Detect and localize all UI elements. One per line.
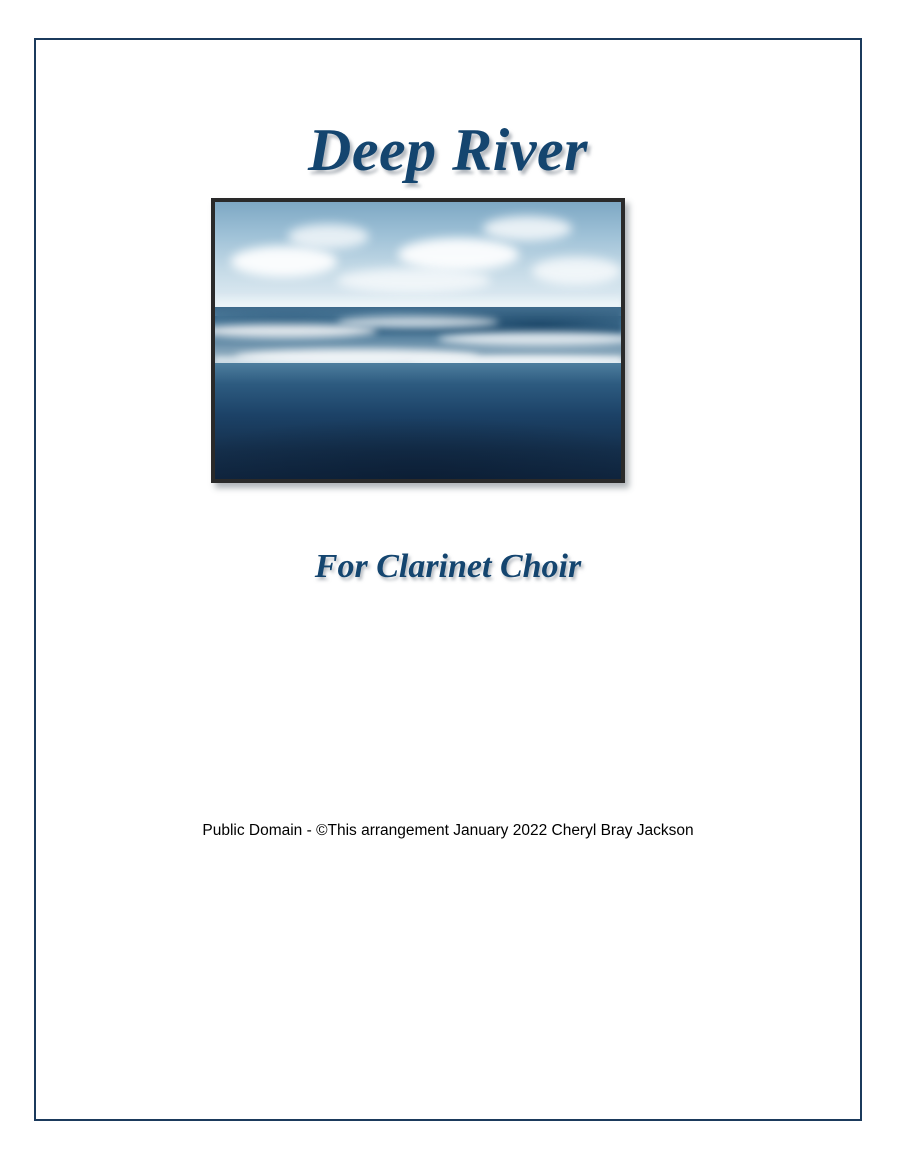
page-title: Deep River [308, 117, 588, 183]
cloud-icon [532, 257, 621, 285]
cloud-icon [288, 224, 369, 249]
copyright-credit-line: Public Domain - ©This arrangement January 2022 Cheryl Bray Jackson [202, 822, 694, 839]
deep-water-shadow [215, 396, 621, 479]
page-subtitle: For Clarinet Choir [314, 548, 582, 585]
cloud-icon [483, 216, 572, 241]
cover-image-frame [211, 198, 625, 483]
cover-image [215, 202, 621, 479]
wave-crest [337, 316, 499, 328]
page-content [34, 38, 862, 1121]
wave-crest [215, 324, 377, 338]
cloud-icon [231, 246, 337, 276]
